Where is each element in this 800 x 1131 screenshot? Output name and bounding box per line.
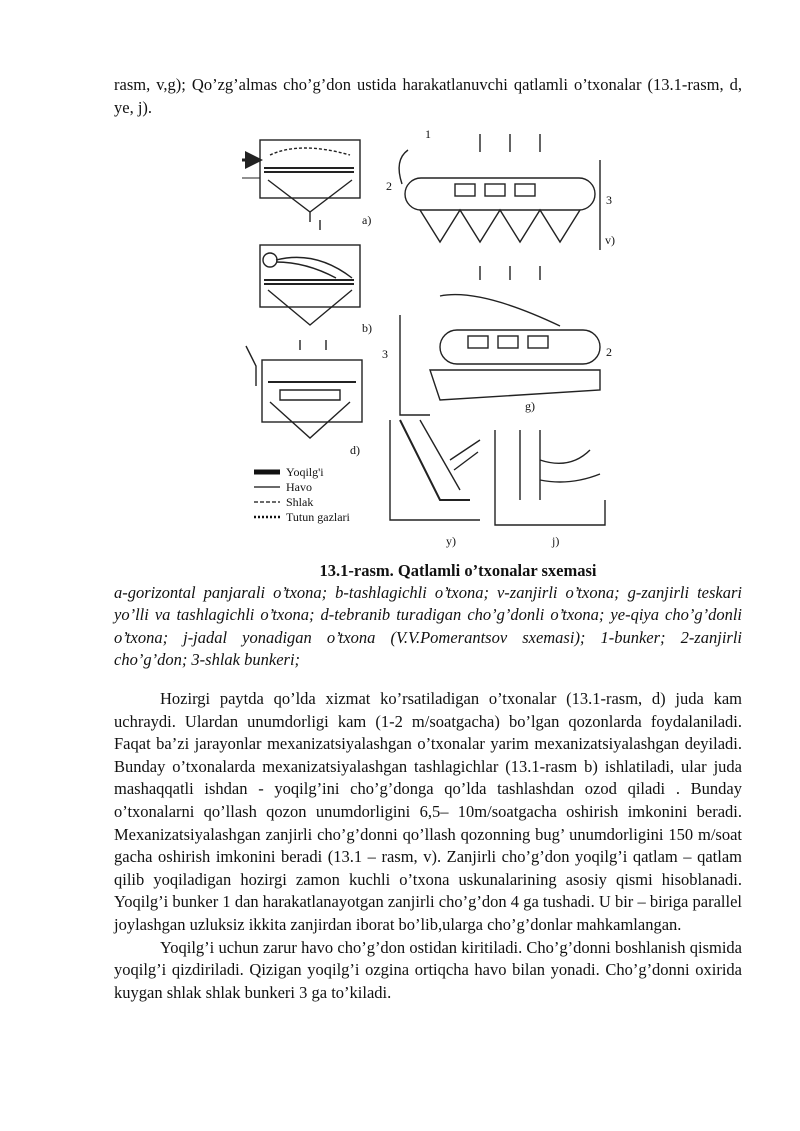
part-number-3b: 3 [382, 347, 388, 361]
legend-fuel: Yoqilg'i [286, 465, 324, 479]
legend-slag: Shlak [286, 495, 314, 509]
body-text [114, 688, 742, 1004]
part-number-3: 3 [606, 193, 612, 207]
panel-label-v: v) [605, 233, 615, 247]
scheme-g [400, 266, 600, 415]
panel-label-g: g) [525, 399, 535, 413]
paragraph-1: Hozirgi paytda qo’lda xizmat ko’rsatiladigan o’txonalar (13.1-rasm, d) juda kam uchraydi. Ulardan unumdorligi kam (1-2 m/soatgacha) bo’lgan qozonlarda foydalaniladi. Faqat ba’zi jarayonlar mexanizatsiyalashgan o’txonalar yarim mexanizatsiyalashgan deyiladi. Bunday o’txonalarda mexanizatsiyalashgan tashlagichlar (13.1-rasm b) ishlatiladi, ular juda mashaqqatli ishdan - yoqilg’ini cho’g’donga qo’lda tashlashdan ozod qiladi . Bunday o’txonalarni qo’llash qozon unumdorligini 6,5– 10m/soatgacha oshirish imkonini beradi. Mexanizatsiyalashgan zanjirli cho’g’donni qo’llash qozonning bug’ unumdorligini 150 m/soat gacha oshirish imkonini beradi (13.1 – rasm, v). Zanjirli cho’g’don yoqilg’i qatlam – qatlam qilib yoqiladigan hozirgi zamon kuchli o’txona uskunalarining asosiy qismi hisoblanadi. Yoqilg’i bunker 1 dan harakatlanayotgan zanjirli cho’g’don 4 ga tushadi. U bir – biriga parallel joylashgan uzluksiz ikkita zanjirdan iborat bo’lib,ularga cho’g’donlar mahkamlangan. [114, 689, 742, 934]
legend-flue-gas: Tutun gazlari [286, 510, 350, 524]
scheme-j [495, 430, 605, 525]
intro-block [114, 74, 742, 119]
part-number-2: 2 [386, 179, 392, 193]
part-number-2b: 2 [606, 345, 612, 359]
scheme-y [390, 420, 480, 520]
figure-legend [254, 465, 351, 524]
part-number-1: 1 [425, 127, 431, 141]
intro-text: rasm, v,g); Qo’zg’almas cho’g’don ustida harakatlanuvchi qatlamli o’txonalar (13.1-rasm, d, ye, j). [114, 75, 742, 117]
figure-caption-title: 13.1-rasm. Qatlamli o’txonalar sxemasi [319, 561, 597, 580]
scheme-d [246, 340, 362, 438]
panel-label-a: a) [362, 213, 372, 227]
scheme-v [399, 134, 600, 250]
scheme-a [242, 140, 360, 222]
scheme-b [260, 220, 360, 325]
panel-label-b: b) [362, 321, 372, 335]
paragraph-2: Yoqilg’i uchun zarur havo cho’g’don ostidan kiritiladi. Cho’g’donni boshlanish qismida yoqilg’i qizdiriladi. Qizigan yoqilg’i ozgina ortiqcha havo bilan yonadi. Cho’g’donni oxirida kuygan shlak shlak bunkeri 3 ga to’kiladi. [114, 937, 742, 1002]
furnace-schemes-figure [240, 120, 620, 552]
panel-label-j: j) [552, 534, 560, 548]
panel-label-d: d) [350, 443, 360, 457]
panel-label-y: y) [446, 534, 456, 548]
legend-air: Havo [286, 480, 312, 494]
figure-caption-description: a-gorizontal panjarali o’txona; b-tashlagichli o’txona; v-zanjirli o’txona; g-zanjirli teskari yo’lli va tashlagichli o’txona; d-tebranib turadigan cho’g’donli o’txona; ye-qiya cho’g’donli o’txona; j-jadal yonadigan o’txona (V.V.Pomerantsov sxemasi); 1-bunker; 2-zanjirli cho’g’don; 3-shlak bunkeri; [114, 583, 742, 670]
